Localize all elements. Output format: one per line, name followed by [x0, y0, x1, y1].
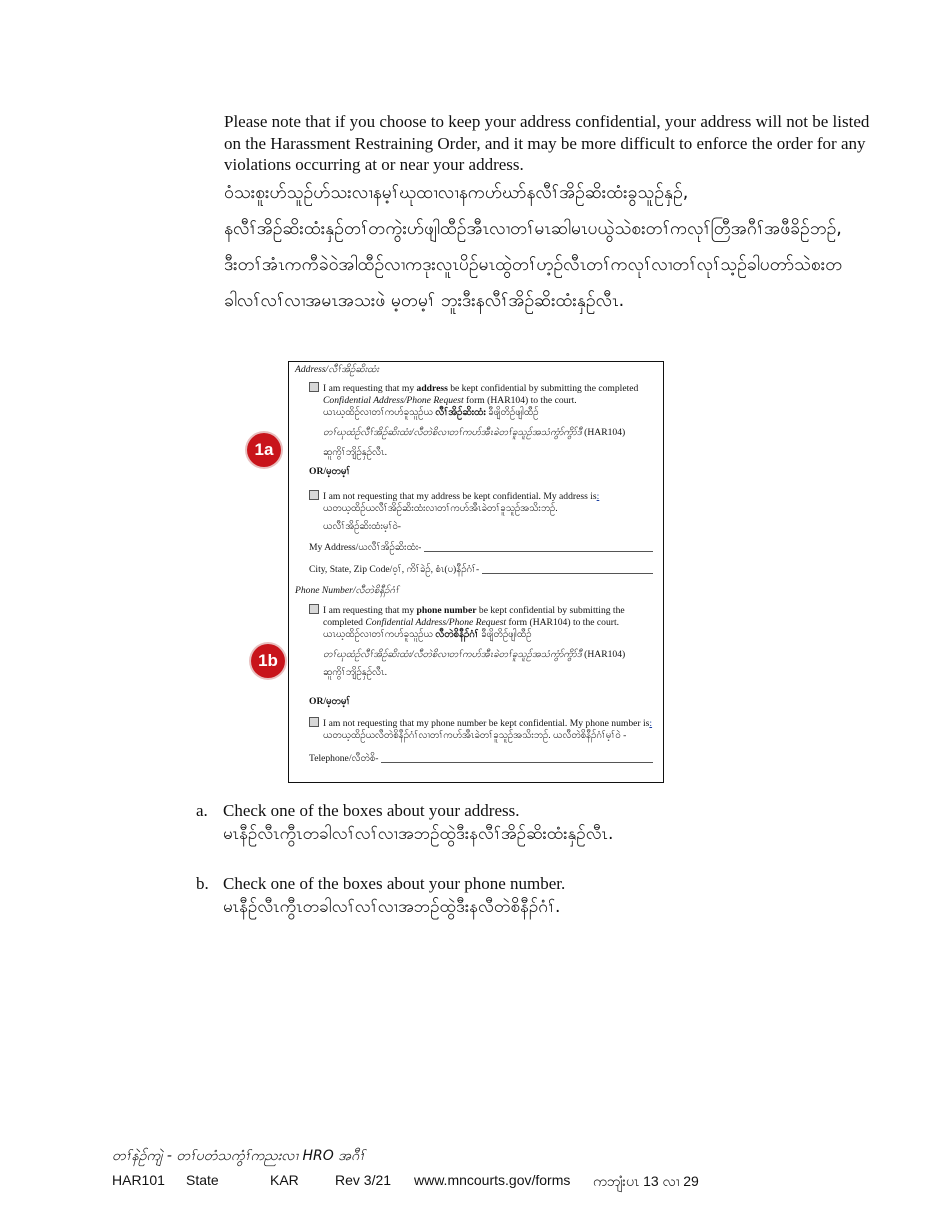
footer-language: KAR	[270, 1172, 299, 1188]
instruction-english: Check one of the boxes about your address.	[223, 801, 520, 820]
address-not-confidential-option: I am not requesting that my address be kept confidential. My address is: ယတယ့ထိဉ်ယလီၢ်အိဉ်ဆိးထံးလၢတၢ်ကဟ်အီၤခဲတၢ်ခူသူဉ်အသိးဘဉ်. ယလီၢ်အိဉ်ဆိးထံးမ့ၢ်ဝဲ-	[309, 490, 654, 533]
intro-karen-line: ခါလၢ်လၢ်လၢအမၤအသးဖဲ မ့တမ့ၢ် ဘူးဒီးနလီၢ်အိဉ်ဆိးထံးနှဉ်လီၤ.	[224, 291, 625, 311]
instruction-b	[196, 873, 886, 920]
callout-badge-1a: 1a	[247, 433, 281, 467]
footer-title: တၢ်နဲဉ်ကျဲ - တၢ်ပတံသကွံၢ်ကညးလၢ HRO အဂီၢ်	[112, 1148, 365, 1164]
instruction-karen: မၤနီဉ်လီၤကွီၤတခါလၢ်လၢ်လၢအဘဉ်ထွဲဒီးနလီၢ်အိဉ်ဆိးထံးနှဉ်လီၤ.	[223, 824, 614, 844]
or-label: OR/မ့တမ့ၢ်	[309, 696, 351, 707]
address-heading: Address/လီၢ်အိဉ်ဆိးထံး	[295, 364, 379, 375]
telephone-field[interactable]: Telephone/လီတဲစိ-	[309, 753, 653, 765]
instruction-letter: a.	[196, 801, 208, 820]
checkbox[interactable]	[309, 382, 319, 392]
form-excerpt	[288, 361, 664, 783]
checkbox[interactable]	[309, 717, 319, 727]
intro-karen-line: ဝံသးစူးဟ်သူဉ်ဟ်သးလၢနမ့ၢ်ဃုထၢလၢနကဟ်ဃာ်နလီၢ်အိဉ်ဆိးထံးခွသူဉ်နှဉ်,	[224, 183, 689, 203]
checkbox[interactable]	[309, 490, 319, 500]
footer-revision: Rev 3/21	[335, 1172, 392, 1188]
callout-badge-1b: 1b	[251, 644, 285, 678]
intro-karen-line: နလီၢ်အိဉ်ဆိးထံးနှဉ်တၢ်တကွဲးဟ်ဖျါထီဉ်အီၤလၢတၢ်မၤဆါမၤပယွဲသဲစးတၢ်ကလုၢ်တြီအဂီၢ်အဖီခိဉ်ဘဉ်,	[224, 219, 842, 239]
instruction-a	[196, 800, 886, 847]
or-label: OR/မ့တမ့ၢ်	[309, 466, 351, 477]
footer-state: State	[186, 1172, 219, 1188]
footer-url[interactable]: www.mncourts.gov/forms	[414, 1172, 571, 1188]
phone-confidential-option: I am requesting that my phone number be kept confidential by submitting the completed Confidential Address/Phone Request form (HAR104) to the court. ယၤဃ့ထိဉ်လၢတၢ်ကဟ်ခူသူဉ်ယ လီတဲစိနီၣ်ဂံၢ် ခီဖျိတိဉ်ဖျါထီဉ် တၢ်ဃုထံဉ်လီၢ်အိဉ်ဆိးထံး/လီတဲစိလၢတၢ်ကဟ်အီၤခဲတၢ်ခူသူဉ်အသံကွံာ်ကွိာ်ဒီ (HAR104) ဆူကွိၢ်ဘျိဉ်နှဉ်လီၤ.	[309, 604, 654, 679]
intro-english: Please note that if you choose to keep your address confidential, your address will not be listed on the Harassment Restraining Order, and it may be more difficult to enforce the order for any violations occurring at or near your address.	[224, 112, 870, 174]
checkbox[interactable]	[309, 604, 319, 614]
instruction-karen: မၤနီဉ်လီၤကွီၤတခါလၢ်လၢ်လၢအဘဉ်ထွဲဒီးနလီတဲစိနီၣ်ဂံၢ်.	[223, 897, 561, 917]
phone-heading: Phone Number/လီတဲစိနီၣ်ဂံၢ်	[295, 585, 399, 596]
phone-not-confidential-option: I am not requesting that my phone number be kept confidential. My phone number is: ယတယ့ထိဉ်ယလီတဲစိနီၣ်ဂံၢ်လၢတၢ်ကဟ်အီၤခဲတၢ်ခူသူဉ်အသိးဘဉ်. ယလီတဲစိနီၣ်ဂံၢ်မ့ၢ်ဝဲ -	[309, 717, 654, 742]
city-state-zip-field[interactable]: City, State, Zip Code/ဝ့ၢ်, ကိၢ်ခဲဉ်, စံၤ(ပ)နီၣ်ဂံၢ်-	[309, 564, 653, 576]
footer-page-number: ကဘျံးပၤ 13 လၢ 29	[593, 1173, 699, 1189]
intro-karen	[224, 175, 884, 319]
my-address-field[interactable]: My Address/ယလီၢ်အိဉ်ဆိးထံး-	[309, 542, 653, 554]
instruction-english: Check one of the boxes about your phone number.	[223, 874, 566, 893]
intro-karen-line: ဒီးတၢ်အံၤကကီခဲဝဲအါထီဉ်လၢကဒုးလူၤပိဉ်မၤထွဲတၢ်ဟ့ဉ်လီၤတၢ်ကလုၢ်လၢတၢ်လုၢ်သ့ဉ်ခါပတာ်သဲစးတ	[224, 255, 843, 275]
instruction-letter: b.	[196, 874, 209, 893]
address-confidential-option: I am requesting that my address be kept confidential by submitting the completed Confidential Address/Phone Request form (HAR104) to the court. ယၤဃ့ထိဉ်လၢတၢ်ကဟ်ခူသူဉ်ယ လီၢ်အိဉ်ဆိးထံး ခီဖျိတိဉ်ဖျါထီဉ် တၢ်ဃုထံဉ်လီၢ်အိဉ်ဆိးထံး/လီတဲစိလၢတၢ်ကဟ်အီၤခဲတၢ်ခူသူဉ်အသံကွံာ်ကွိာ်ဒီ (HAR104) ဆူကွိၢ်ဘျိဉ်နှဉ်လီၤ.	[309, 382, 654, 459]
footer-form-id: HAR101	[112, 1172, 165, 1188]
